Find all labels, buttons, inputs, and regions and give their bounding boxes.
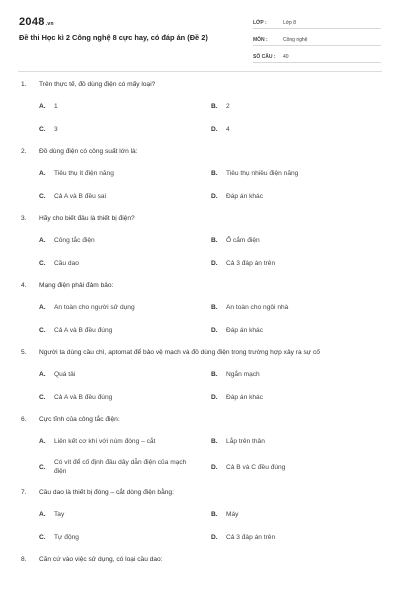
question-stem: Cực tĩnh của công tắc điện: — [39, 416, 120, 423]
option-text: Cả 3 đáp án trên — [226, 533, 276, 541]
option-c[interactable] — [39, 531, 211, 543]
option-text: Lắp trên thân — [226, 437, 265, 445]
option-b[interactable] — [211, 435, 383, 447]
question-text — [0, 80, 400, 89]
option-text: 2 — [226, 102, 230, 110]
option-text: Đáp án khác — [226, 326, 264, 334]
option-letter: D. — [211, 533, 218, 541]
option-text: Tiêu thụ nhiều điện năng — [226, 169, 299, 177]
option-letter: A. — [39, 437, 46, 445]
meta-class-row — [253, 14, 381, 29]
option-text: An toàn cho ngôi nhà — [226, 303, 289, 311]
question-stem: Trên thực tế, đồ dùng điện có mấy loại? — [39, 81, 156, 88]
question-item — [0, 147, 400, 202]
option-letter: C. — [39, 326, 46, 334]
question-text — [0, 415, 400, 424]
question-list — [0, 80, 400, 576]
meta-value: 40 — [283, 54, 289, 60]
option-letter: A. — [39, 370, 46, 378]
meta-label: MÔN : — [253, 37, 268, 43]
question-number: 6. — [21, 416, 27, 423]
option-c[interactable] — [39, 391, 211, 403]
option-text: Cầu dao — [54, 259, 79, 267]
option-letter: A. — [39, 102, 46, 110]
option-text: Cả A và B đều đúng — [54, 393, 113, 401]
option-text: Tự động — [54, 533, 79, 541]
question-item — [0, 555, 400, 564]
question-item — [0, 281, 400, 336]
option-letter: A. — [39, 236, 46, 244]
question-number: 8. — [21, 556, 27, 563]
option-b[interactable] — [211, 368, 383, 380]
option-text: Đáp án khác — [226, 393, 264, 401]
option-letter: B. — [211, 370, 218, 378]
question-text — [0, 488, 400, 497]
option-letter: A. — [39, 303, 46, 311]
question-text — [0, 555, 400, 564]
option-grid — [0, 435, 400, 476]
option-letter: A. — [39, 510, 46, 518]
option-text: Cả B và C đều đúng — [226, 463, 286, 471]
question-item — [0, 80, 400, 135]
option-letter: C. — [39, 259, 46, 267]
header-divider — [18, 71, 382, 72]
exam-meta — [253, 14, 381, 65]
option-text: Liên kết cơ khí với núm đóng – cắt — [54, 437, 156, 445]
option-a[interactable] — [39, 167, 211, 179]
option-letter: B. — [211, 303, 218, 311]
option-text: An toàn cho người sử dụng — [54, 303, 135, 311]
option-text: Ngắn mạch — [226, 370, 260, 378]
option-letter: D. — [211, 192, 218, 200]
option-a[interactable] — [39, 100, 211, 112]
question-item — [0, 348, 400, 403]
option-text: Máy — [226, 510, 239, 518]
option-text: 4 — [226, 125, 230, 133]
option-grid — [0, 368, 400, 403]
question-item — [0, 214, 400, 269]
option-c[interactable] — [39, 257, 211, 269]
option-text: Công tắc điện — [54, 236, 95, 244]
option-c[interactable] — [39, 190, 211, 202]
option-text: Ổ cắm điện — [226, 236, 260, 244]
question-number: 3. — [21, 215, 27, 222]
option-text: Có vít để cố định đầu dây dẫn điện của mạch điện — [54, 459, 187, 475]
option-b[interactable] — [211, 100, 383, 112]
option-letter: D. — [211, 393, 218, 401]
question-stem: Cầu dao là thiết bị đóng – cắt dòng điện bằng: — [39, 489, 174, 496]
option-d[interactable] — [211, 257, 383, 269]
site-logo[interactable] — [19, 16, 54, 28]
question-text — [0, 214, 400, 223]
question-text — [0, 281, 400, 290]
question-number: 7. — [21, 489, 27, 496]
option-text: 3 — [54, 125, 58, 133]
option-b[interactable] — [211, 167, 383, 179]
logo-main: 2048 — [19, 16, 45, 28]
option-a[interactable] — [39, 435, 211, 447]
option-d[interactable] — [211, 531, 383, 543]
option-c[interactable] — [39, 123, 211, 135]
question-stem: Mạng điện phải đảm bảo: — [39, 282, 114, 289]
question-number: 2. — [21, 148, 27, 155]
header — [0, 0, 400, 62]
logo-sub: .vn — [45, 21, 54, 27]
option-d[interactable] — [211, 190, 383, 202]
option-grid — [0, 301, 400, 336]
option-letter: B. — [211, 510, 218, 518]
question-stem: Hãy cho biết đâu là thiết bị điện? — [39, 215, 135, 222]
option-d[interactable] — [211, 123, 383, 135]
page-title: Đề thi Học kì 2 Công nghệ 8 cực hay, có đáp án (Đề 2) — [19, 33, 208, 42]
option-grid — [0, 508, 400, 543]
option-letter: C. — [39, 533, 46, 541]
option-a[interactable] — [39, 301, 211, 313]
option-d[interactable] — [211, 391, 383, 403]
option-text: Cả 3 đáp án trên — [226, 259, 276, 267]
option-a[interactable] — [39, 234, 211, 246]
option-letter: C. — [39, 125, 46, 133]
question-text — [0, 348, 400, 357]
option-grid — [0, 167, 400, 202]
option-letter: B. — [211, 102, 218, 110]
option-b[interactable] — [211, 508, 383, 520]
option-text: 1 — [54, 102, 58, 110]
option-a[interactable] — [39, 368, 211, 380]
meta-value: Công nghệ — [283, 37, 308, 43]
option-letter: C. — [39, 463, 46, 471]
question-stem: Căn cứ vào việc sử dụng, có loại cầu dao: — [39, 556, 163, 563]
option-c[interactable] — [39, 458, 211, 476]
question-text — [0, 147, 400, 156]
meta-value: Lớp 8 — [283, 20, 297, 26]
option-b[interactable] — [211, 301, 383, 313]
option-letter: D. — [211, 125, 218, 133]
meta-label: LỚP : — [253, 20, 267, 26]
option-letter: B. — [211, 236, 218, 244]
option-grid — [0, 234, 400, 269]
option-letter: D. — [211, 463, 218, 471]
option-letter: D. — [211, 259, 218, 267]
meta-count-row — [253, 48, 381, 63]
option-letter: C. — [39, 192, 46, 200]
question-number: 4. — [21, 282, 27, 289]
option-b[interactable] — [211, 234, 383, 246]
option-letter: D. — [211, 326, 218, 334]
option-text: Đáp án khác — [226, 192, 264, 200]
option-text: Tay — [54, 510, 65, 518]
meta-subject-row — [253, 31, 381, 46]
option-text: Cả A và B đều sai — [54, 192, 107, 200]
option-letter: B. — [211, 169, 218, 177]
option-letter: B. — [211, 437, 218, 445]
option-d[interactable] — [211, 324, 383, 336]
question-stem: Đồ dùng điện có công suất lớn là: — [39, 148, 138, 155]
meta-label: SỐ CÂU : — [253, 54, 276, 60]
question-stem: Người ta dùng cầu chì, aptomat để bảo vệ mạch và đồ dùng điện trong trường hợp xảy ra sự cố — [39, 349, 320, 356]
option-text: Tiêu thụ ít điện năng — [54, 169, 114, 177]
option-a[interactable] — [39, 508, 211, 520]
question-number: 5. — [21, 349, 27, 356]
option-grid — [0, 100, 400, 135]
question-item — [0, 488, 400, 543]
option-c[interactable] — [39, 324, 211, 336]
question-item — [0, 415, 400, 476]
question-number: 1. — [21, 81, 27, 88]
option-text: Cả A và B đều đúng — [54, 326, 113, 334]
option-letter: A. — [39, 169, 46, 177]
option-letter: C. — [39, 393, 46, 401]
option-d[interactable] — [211, 458, 383, 476]
option-text: Quá tải — [54, 370, 76, 378]
